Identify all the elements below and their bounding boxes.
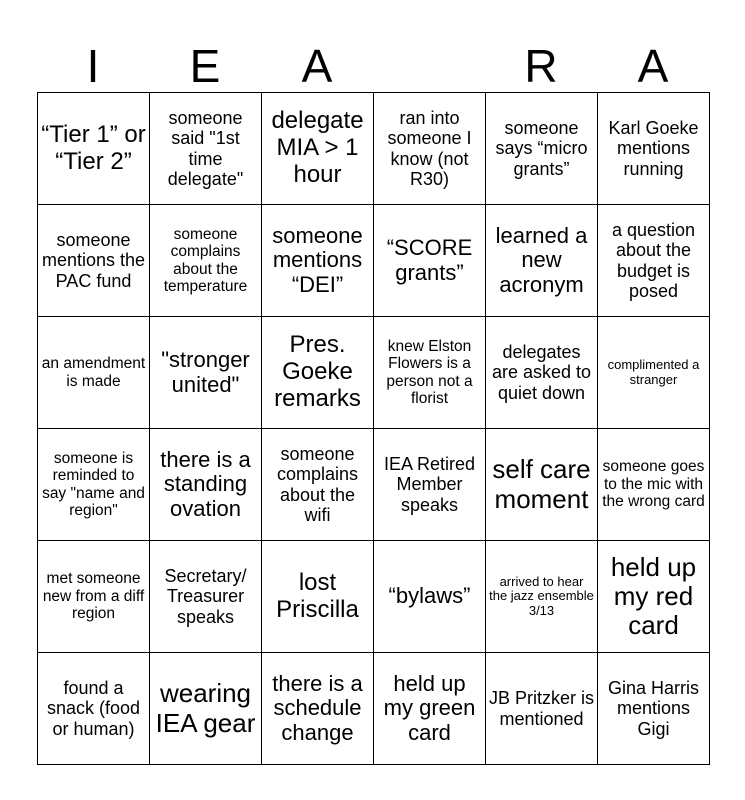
header-letter-6: A [637, 40, 669, 92]
board-row [38, 93, 710, 205]
bingo-cell[interactable]: an amendment is made [38, 317, 150, 429]
bingo-cell[interactable]: knew Elston Flowers is a person not a florist [374, 317, 486, 429]
bingo-cell[interactable]: self care moment [486, 429, 598, 541]
bingo-cell[interactable]: someone complains about the wifi [262, 429, 374, 541]
bingo-cell[interactable]: there is a standing ovation [150, 429, 262, 541]
board-row [38, 317, 710, 429]
bingo-cell[interactable]: delegates are asked to quiet down [486, 317, 598, 429]
bingo-cell[interactable]: learned a new acronym [486, 205, 598, 317]
bingo-cell[interactable]: someone complains about the temperature [150, 205, 262, 317]
bingo-cell[interactable]: met someone new from a diff region [38, 541, 150, 653]
bingo-cell[interactable]: lost Priscilla [262, 541, 374, 653]
bingo-cell[interactable]: “Tier 1” or “Tier 2” [38, 93, 150, 205]
board-row [38, 205, 710, 317]
bingo-cell[interactable]: someone goes to the mic with the wrong card [598, 429, 710, 541]
bingo-cell[interactable]: a question about the budget is posed [598, 205, 710, 317]
bingo-cell[interactable]: there is a schedule change [262, 653, 374, 765]
bingo-cell[interactable]: ran into someone I know (not R30) [374, 93, 486, 205]
bingo-cell[interactable]: held up my red card [598, 541, 710, 653]
bingo-cell[interactable]: held up my green card [374, 653, 486, 765]
bingo-cell[interactable]: delegate MIA > 1 hour [262, 93, 374, 205]
bingo-cell[interactable]: someone says “micro grants” [486, 93, 598, 205]
board-row [38, 653, 710, 765]
bingo-cell[interactable]: “bylaws” [374, 541, 486, 653]
bingo-cell[interactable]: someone is reminded to say "name and region" [38, 429, 150, 541]
bingo-cell[interactable]: "stronger united" [150, 317, 262, 429]
board-row [38, 541, 710, 653]
bingo-cell[interactable]: wearing IEA gear [150, 653, 262, 765]
bingo-cell[interactable]: IEA Retired Member speaks [374, 429, 486, 541]
bingo-cell[interactable]: found a snack (food or human) [38, 653, 150, 765]
bingo-cell[interactable]: arrived to hear the jazz ensemble 3/13 [486, 541, 598, 653]
board-row [38, 429, 710, 541]
bingo-cell[interactable]: someone mentions the PAC fund [38, 205, 150, 317]
bingo-cell[interactable]: Gina Harris mentions Gigi [598, 653, 710, 765]
header-letter-2: E [189, 40, 221, 92]
bingo-grid [37, 92, 710, 765]
header-letter-4 [373, 38, 485, 94]
bingo-cell[interactable]: JB Pritzker is mentioned [486, 653, 598, 765]
bingo-header [37, 38, 709, 94]
bingo-cell[interactable]: Karl Goeke mentions running [598, 93, 710, 205]
header-letter-1: I [86, 40, 100, 92]
header-letter-5: R [524, 40, 558, 92]
bingo-cell[interactable]: someone mentions “DEI” [262, 205, 374, 317]
bingo-cell[interactable]: Pres. Goeke remarks [262, 317, 374, 429]
bingo-cell[interactable]: complimented a stranger [598, 317, 710, 429]
bingo-cell[interactable]: someone said "1st time delegate" [150, 93, 262, 205]
bingo-cell[interactable]: Secretary/ Treasurer speaks [150, 541, 262, 653]
bingo-cell[interactable]: “SCORE grants” [374, 205, 486, 317]
header-letter-3: A [301, 40, 333, 92]
